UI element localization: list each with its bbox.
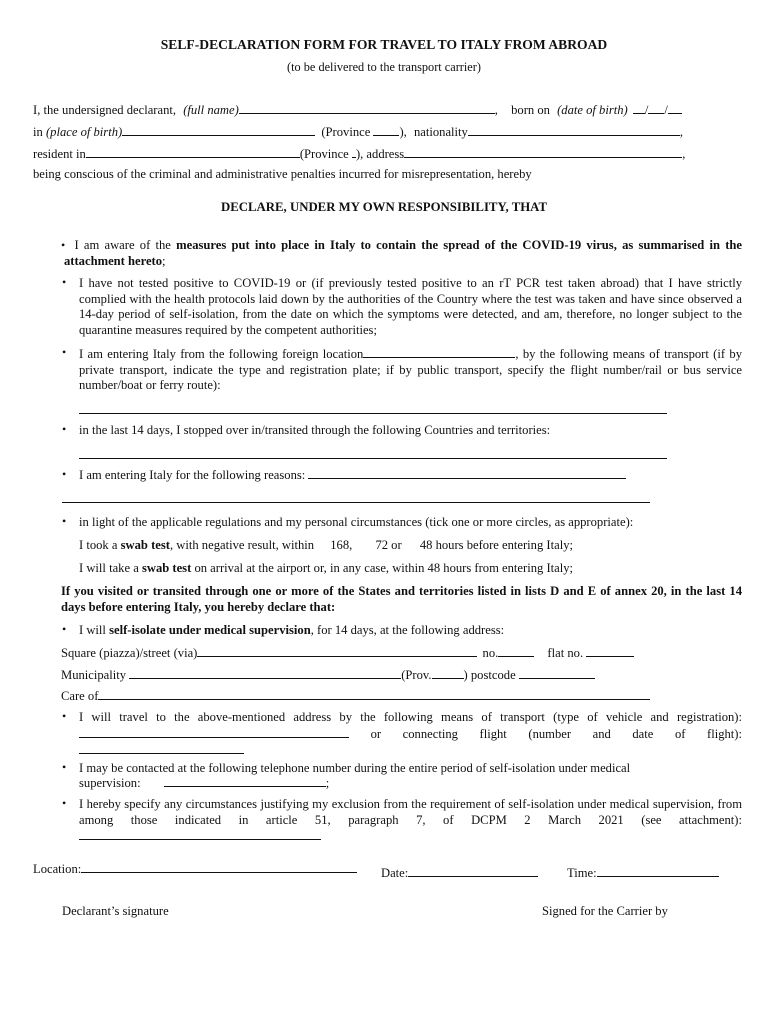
- date-line: [381, 865, 538, 882]
- foreign-location-field[interactable]: [363, 346, 515, 358]
- street-field[interactable]: [197, 645, 477, 657]
- states-heading: If you visited or transited through one or more of the States and territories listed in lists D and E of annex 20, in the last 14 days before entering Italy, you hereby declare that:: [61, 584, 742, 614]
- number-field[interactable]: [498, 645, 534, 657]
- bullet-icon: •: [62, 709, 67, 723]
- last14-item: in the last 14 days, I stopped over in/transited through the following Countries and territories:: [79, 423, 551, 437]
- full-name-field[interactable]: [239, 102, 495, 114]
- full-name-label: (full name): [183, 103, 239, 117]
- self-isolate-c: , for 14 days, at the following address:: [310, 623, 505, 637]
- specify-item: [79, 797, 742, 845]
- specify-field[interactable]: [79, 828, 321, 840]
- date-label: Date:: [381, 866, 409, 880]
- travel-text-a: I will travel to the above-mentioned address by the following means of transport (type of vehicle and registration):: [79, 710, 742, 724]
- travel-item: [79, 710, 742, 759]
- bullet-icon: •: [62, 514, 67, 528]
- time-line: [567, 865, 719, 882]
- bullet-icon: •: [62, 422, 67, 436]
- travel-text-b: or connecting flight (number and date of flight):: [370, 726, 742, 741]
- province-label: (Province: [321, 125, 371, 139]
- province-close: ),: [399, 125, 407, 139]
- reasons-item: [79, 467, 626, 484]
- contact-end: ;: [325, 776, 330, 790]
- dob-day-field[interactable]: [633, 102, 645, 114]
- dob-year-field[interactable]: [668, 102, 682, 114]
- municipality-field[interactable]: [129, 667, 401, 679]
- bullet-icon: •: [62, 275, 67, 289]
- contact-item-line2: [79, 775, 329, 792]
- care-of-line: [61, 688, 650, 705]
- address-label: ), address: [355, 147, 405, 161]
- aware-text-bold: measures put into place in Italy to contain the spread of the COVID-19 virus, as summarised in the attachment hereto: [64, 238, 743, 268]
- care-of-field[interactable]: [98, 688, 650, 700]
- swab2-text-c: on arrival at the airport or, in any case, within 48 hours from entering Italy;: [194, 561, 574, 575]
- province2-label: (Province: [299, 147, 349, 161]
- date-field[interactable]: [408, 865, 538, 877]
- reasons-field-line2[interactable]: [62, 502, 650, 503]
- reasons-field[interactable]: [308, 467, 626, 479]
- entering-text-b: , by the following means of transport (if by private transport, indicate the type and registration plate; if by public transport, specify the flight number/rail or bus service number/boat or ferry route):: [79, 347, 742, 393]
- time-label: Time:: [567, 866, 597, 880]
- in-label: in: [33, 125, 43, 139]
- time-field[interactable]: [597, 865, 719, 877]
- option-72[interactable]: 72 or: [375, 538, 402, 552]
- option-168[interactable]: 168,: [330, 538, 353, 552]
- location-field[interactable]: [81, 861, 357, 873]
- entering-item: [79, 346, 742, 394]
- declarant-line-1: I, the undersigned declarant, (full name) , born on (date of birth) / /: [33, 102, 682, 119]
- self-isolate-bold: self-isolate under medical supervision: [109, 623, 311, 637]
- born-on-label: born on: [511, 103, 550, 117]
- bullet-icon: •: [61, 238, 66, 252]
- vehicle-field[interactable]: [79, 726, 349, 738]
- swab-option-1[interactable]: [79, 537, 573, 554]
- countries-field[interactable]: [79, 458, 667, 459]
- swab2-text-a: I will take a: [79, 561, 139, 575]
- swab1-text-bold: swab test: [120, 538, 170, 552]
- address-field[interactable]: [404, 146, 682, 158]
- province-field[interactable]: [373, 124, 399, 136]
- carrier-signed-label: Signed for the Carrier by: [542, 904, 668, 918]
- prov-label: (Prov.: [401, 668, 432, 682]
- specify-text: I hereby specify any circumstances justifying my exclusion from the requirement of self-isolation under medical supervision, from among those indicated in article 51, paragraph 7, of DCPM 2 March 2021 (see attachment):: [79, 797, 742, 827]
- bullet-icon: •: [62, 345, 67, 359]
- swab-option-2[interactable]: [79, 560, 573, 577]
- pob-label: (place of birth): [45, 125, 123, 139]
- transport-field[interactable]: [79, 413, 667, 414]
- reasons-label: I am entering Italy for the following reasons:: [79, 468, 306, 482]
- resident-in-label: resident in: [33, 147, 86, 161]
- nationality-field[interactable]: [468, 124, 680, 136]
- telephone-field[interactable]: [164, 775, 326, 787]
- not-tested-item: I have not tested positive to COVID-19 or (if previously tested positive to an rT PCR test taken abroad) that I have strictly complied with the health protocols laid down by the authorities of the Country where the test was taken and have since observed a 14-day period of self-isolation, from the date on which the symptoms were detected, and am, therefore, no longer subject to the quarantine measures required by the competent authorities;: [79, 276, 742, 337]
- dob-month-field[interactable]: [648, 102, 664, 114]
- bullet-icon: •: [62, 796, 67, 810]
- declarant-signature-label: Declarant’s signature: [62, 904, 169, 918]
- form-subtitle: (to be delivered to the transport carrier): [287, 60, 481, 74]
- swab2-text-bold: swab test: [141, 561, 192, 575]
- location-line: [33, 861, 357, 878]
- form-title: SELF-DECLARATION FORM FOR TRAVEL TO ITALY FROM ABROAD: [160, 37, 608, 52]
- self-isolate-item: [79, 622, 504, 639]
- swab1-text-a: I took a: [79, 538, 118, 552]
- care-of-label: Care of: [61, 689, 99, 703]
- declarant-intro: I, the undersigned declarant,: [33, 103, 177, 117]
- number-label: no.: [482, 646, 499, 660]
- nationality-label: nationality: [413, 125, 468, 139]
- dob-label: (date of birth): [557, 103, 628, 117]
- postcode-field[interactable]: [519, 667, 595, 679]
- postcode-label: ) postcode: [463, 668, 516, 682]
- municipality-line: [61, 667, 595, 684]
- flat-label: flat no.: [547, 646, 584, 660]
- municipality-label: Municipality: [61, 668, 127, 682]
- square-line: [61, 645, 634, 662]
- contact-item-line1: I may be contacted at the following telephone number during the entire period of self-isolation under medical: [79, 761, 631, 775]
- square-label: Square (piazza)/street (via): [61, 646, 198, 660]
- conscious-statement: being conscious of the criminal and administrative penalties incurred for misrepresentation, hereby: [33, 167, 532, 181]
- supervision-label: supervision:: [79, 776, 141, 790]
- light-of-item: in light of the applicable regulations and my personal circumstances (tick one or more circles, as appropriate):: [79, 515, 634, 529]
- flat-field[interactable]: [586, 645, 634, 657]
- bullet-icon: •: [62, 760, 67, 774]
- aware-item: [64, 238, 742, 269]
- option-48[interactable]: 48 hours before entering Italy;: [419, 538, 574, 552]
- aware-text-end: ;: [162, 253, 166, 268]
- entering-text-a: I am entering Italy from the following foreign location: [79, 347, 364, 361]
- flight-field[interactable]: [79, 742, 244, 754]
- declarant-line-2: in (place of birth) (Province ), nationality ,: [33, 125, 684, 139]
- pob-field[interactable]: [122, 124, 315, 136]
- declare-heading: DECLARE, UNDER MY OWN RESPONSIBILITY, THAT: [220, 200, 548, 214]
- self-isolate-a: I will: [79, 623, 106, 637]
- prov-field[interactable]: [432, 667, 464, 679]
- location-label: Location:: [33, 862, 82, 876]
- swab1-text-c: , with negative result, within: [169, 538, 315, 552]
- declarant-line-3: resident in (Province ), address ,: [33, 147, 686, 161]
- aware-text-a: I am aware of the: [74, 238, 171, 252]
- bullet-icon: •: [62, 467, 67, 481]
- residence-field[interactable]: [86, 146, 300, 158]
- bullet-icon: •: [62, 622, 67, 636]
